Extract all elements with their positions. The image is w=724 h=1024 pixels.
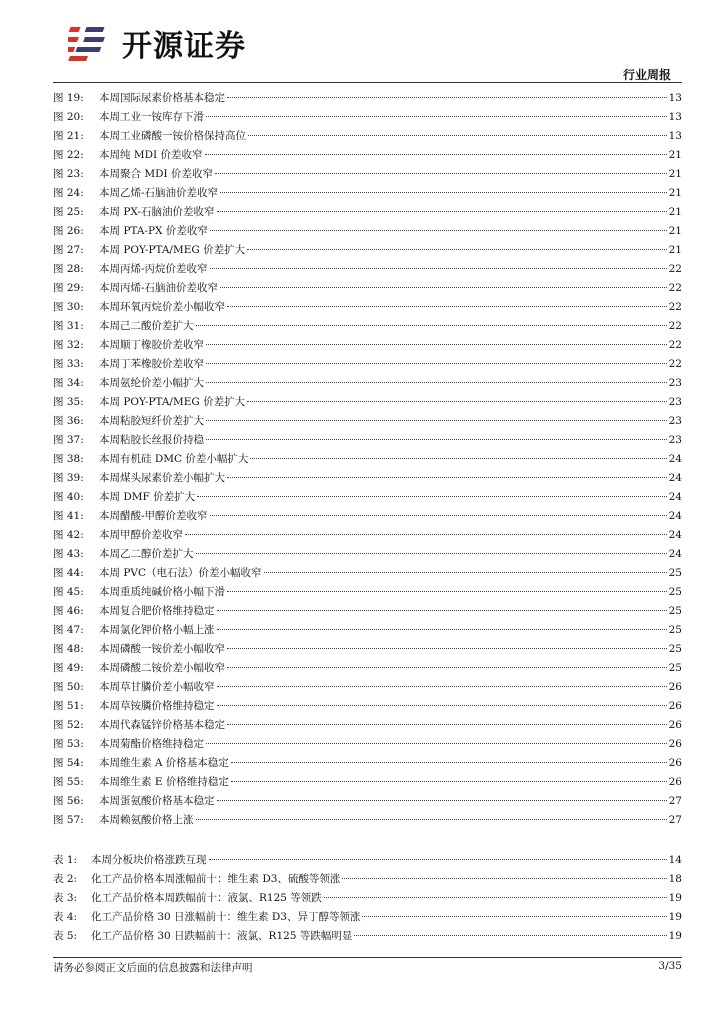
figure-entry[interactable] <box>53 203 682 222</box>
figure-entry-label: 图 55: <box>53 776 84 788</box>
figure-entry-title: 本周菊酯价格维持稳定 <box>99 738 204 750</box>
table-entry[interactable] <box>53 908 682 927</box>
figure-entry-label: 图 54: <box>53 757 84 769</box>
table-entry-title: 化工产品价格本周涨幅前十：维生素 D3、硫酸等领涨 <box>91 873 341 885</box>
figure-entry-label: 图 27: <box>53 244 84 256</box>
figure-entry[interactable] <box>53 488 682 507</box>
leader-dots <box>264 572 667 573</box>
figure-entry-title: 本周草甘膦价差小幅收窄 <box>99 681 215 693</box>
figure-entry-page: 25 <box>668 624 682 636</box>
figure-entry-title: 本周粘胶短纤价差扩大 <box>99 415 204 427</box>
table-entry-label: 表 3: <box>53 892 78 904</box>
figure-entry-label: 图 40: <box>53 491 84 503</box>
figure-entry-label: 图 24: <box>53 187 84 199</box>
figure-entry-label: 图 25: <box>53 206 84 218</box>
figure-entry-title: 本周工业磷酸一铵价格保持高位 <box>99 130 246 142</box>
table-entry[interactable] <box>53 851 682 870</box>
figure-entry[interactable] <box>53 811 682 830</box>
figure-entry-page: 21 <box>668 149 682 161</box>
figure-entry-title: 本周甲醇价差收窄 <box>99 529 183 541</box>
figure-entry[interactable] <box>53 678 682 697</box>
figure-entry-title: 本周国际尿素价格基本稳定 <box>99 92 225 104</box>
figure-entry-page: 25 <box>668 643 682 655</box>
figure-entry-page: 26 <box>668 738 682 750</box>
leader-dots <box>217 610 667 611</box>
figure-entry-label: 图 43: <box>53 548 84 560</box>
figure-entry-label: 图 28: <box>53 263 84 275</box>
leader-dots <box>210 230 667 231</box>
figure-entry-title: 本周磷酸一铵价差小幅收窄 <box>99 643 225 655</box>
page-number: 3/35 <box>658 960 682 972</box>
leader-dots <box>217 686 667 687</box>
figure-entry-page: 23 <box>668 377 682 389</box>
figure-entry[interactable] <box>53 108 682 127</box>
figure-entry-page: 22 <box>668 282 682 294</box>
leader-dots <box>247 401 667 402</box>
leader-dots <box>227 591 667 592</box>
figure-entry[interactable] <box>53 89 682 108</box>
leader-dots <box>250 458 666 459</box>
leader-dots <box>247 249 667 250</box>
figure-entry[interactable] <box>53 222 682 241</box>
figure-entry-page: 21 <box>668 168 682 180</box>
figure-entry-label: 图 51: <box>53 700 84 712</box>
figure-entry-label: 图 56: <box>53 795 84 807</box>
logo-mark-icon <box>68 23 114 63</box>
figure-entry[interactable] <box>53 564 682 583</box>
table-entry-page: 18 <box>668 873 682 885</box>
figure-entry-label: 图 33: <box>53 358 84 370</box>
leader-dots <box>342 878 666 879</box>
figure-entry-title: 本周丙烯-丙烷价差收窄 <box>99 263 208 275</box>
figure-entry[interactable] <box>53 241 682 260</box>
leader-dots <box>227 724 667 725</box>
figure-entry-page: 22 <box>668 358 682 370</box>
figure-entry[interactable] <box>53 393 682 412</box>
company-logo <box>68 22 246 64</box>
figure-entry-label: 图 20: <box>53 111 84 123</box>
figure-entry-title: 本周重质纯碱价格小幅下滑 <box>99 586 225 598</box>
figure-entry-title: 本周 PTA-PX 价差收窄 <box>99 225 208 237</box>
leader-dots <box>231 762 667 763</box>
figure-entry[interactable] <box>53 735 682 754</box>
figure-entry[interactable] <box>53 754 682 773</box>
leader-dots <box>362 916 666 917</box>
leader-dots <box>206 439 667 440</box>
figure-entry-page: 24 <box>668 491 682 503</box>
table-entry-label: 表 2: <box>53 873 78 885</box>
leader-dots <box>227 667 667 668</box>
figure-entry-title: 本周维生素 A 价格基本稳定 <box>99 757 229 769</box>
figure-entry-title: 本周蛋氨酸价格基本稳定 <box>99 795 215 807</box>
leader-dots <box>196 553 667 554</box>
figure-entry-label: 图 26: <box>53 225 84 237</box>
figure-entry-title: 本周纯 MDI 价差收窄 <box>99 149 203 161</box>
leader-dots <box>227 648 667 649</box>
footer-divider <box>53 957 682 958</box>
leader-dots <box>185 534 667 535</box>
leader-dots <box>227 97 667 98</box>
figure-index-list <box>53 89 682 830</box>
figure-entry-page: 25 <box>668 605 682 617</box>
figure-entry-page: 13 <box>668 111 682 123</box>
figure-entry[interactable] <box>53 165 682 184</box>
figure-entry-label: 图 37: <box>53 434 84 446</box>
figure-entry-page: 22 <box>668 320 682 332</box>
leader-dots <box>248 135 667 136</box>
leader-dots <box>206 116 667 117</box>
figure-entry-label: 图 48: <box>53 643 84 655</box>
figure-entry[interactable] <box>53 507 682 526</box>
figure-entry-page: 23 <box>668 396 682 408</box>
figure-entry-page: 26 <box>668 776 682 788</box>
figure-entry-label: 图 21: <box>53 130 84 142</box>
table-entry-label: 表 1: <box>53 854 78 866</box>
figure-entry-label: 图 29: <box>53 282 84 294</box>
figure-entry-page: 21 <box>668 244 682 256</box>
figure-entry-page: 26 <box>668 757 682 769</box>
leader-dots <box>209 859 667 860</box>
figure-entry-title: 本周草铵膦价格维持稳定 <box>99 700 215 712</box>
figure-entry-title: 本周顺丁橡胶价差收窄 <box>99 339 204 351</box>
figure-entry[interactable] <box>53 431 682 450</box>
figure-entry[interactable] <box>53 355 682 374</box>
figure-entry-title: 本周 POY-PTA/MEG 价差扩大 <box>99 244 246 256</box>
figure-entry-label: 图 30: <box>53 301 84 313</box>
leader-dots <box>205 154 667 155</box>
leader-dots <box>227 477 667 478</box>
figure-entry-page: 25 <box>668 567 682 579</box>
figure-entry[interactable] <box>53 336 682 355</box>
figure-entry-page: 27 <box>668 795 682 807</box>
figure-entry-label: 图 38: <box>53 453 84 465</box>
figure-entry[interactable] <box>53 526 682 545</box>
table-entry-label: 表 5: <box>53 930 78 942</box>
leader-dots <box>220 192 667 193</box>
leader-dots <box>206 344 667 345</box>
figure-entry-page: 24 <box>668 472 682 484</box>
leader-dots <box>217 800 667 801</box>
figure-entry-title: 本周己二酸价差扩大 <box>99 320 194 332</box>
figure-entry-page: 13 <box>668 92 682 104</box>
figure-entry[interactable] <box>53 583 682 602</box>
figure-entry-title: 本周粘胶长丝报价持稳 <box>99 434 204 446</box>
figure-entry-title: 本周丙烯-石脑油价差收窄 <box>99 282 219 294</box>
leader-dots <box>210 268 667 269</box>
figure-entry[interactable] <box>53 469 682 488</box>
footer-disclaimer: 请务必参阅正文后面的信息披露和法律声明 <box>53 962 253 974</box>
leader-dots <box>217 705 667 706</box>
figure-entry-page: 25 <box>668 662 682 674</box>
figure-entry-page: 21 <box>668 187 682 199</box>
header-divider <box>53 82 682 83</box>
figure-entry-title: 本周乙二醇价差扩大 <box>99 548 194 560</box>
figure-entry-page: 25 <box>668 586 682 598</box>
table-entry-title: 本周分板块价格涨跌互现 <box>91 854 207 866</box>
figure-entry[interactable] <box>53 298 682 317</box>
table-entry-title: 化工产品价格 30 日跌幅前十：液氯、R125 等跌幅明显 <box>91 930 353 942</box>
figure-entry-page: 24 <box>668 529 682 541</box>
table-entry-page: 19 <box>668 911 682 923</box>
figure-entry[interactable] <box>53 450 682 469</box>
leader-dots <box>197 496 666 497</box>
figure-entry-label: 图 50: <box>53 681 84 693</box>
table-entry-page: 19 <box>668 892 682 904</box>
figure-entry[interactable] <box>53 146 682 165</box>
table-entry[interactable] <box>53 870 682 889</box>
figure-entry-title: 本周氯化钾价格小幅上涨 <box>99 624 215 636</box>
figure-entry-title: 本周有机硅 DMC 价差小幅扩大 <box>99 453 249 465</box>
leader-dots <box>354 935 666 936</box>
figure-entry-label: 图 35: <box>53 396 84 408</box>
leader-dots <box>206 363 667 364</box>
figure-entry-title: 本周煤头尿素价差小幅扩大 <box>99 472 225 484</box>
figure-entry-title: 本周醋酸-甲醇价差收窄 <box>99 510 208 522</box>
leader-dots <box>324 897 667 898</box>
leader-dots <box>206 743 667 744</box>
leader-dots <box>227 306 667 307</box>
figure-entry-page: 24 <box>668 453 682 465</box>
table-entry[interactable] <box>53 927 682 946</box>
leader-dots <box>217 211 667 212</box>
figure-entry-page: 26 <box>668 681 682 693</box>
figure-entry-title: 本周维生素 E 价格维持稳定 <box>99 776 229 788</box>
leader-dots <box>217 629 667 630</box>
figure-entry-label: 图 45: <box>53 586 84 598</box>
figure-entry-page: 27 <box>668 814 682 826</box>
figure-entry-label: 图 39: <box>53 472 84 484</box>
figure-entry[interactable] <box>53 545 682 564</box>
leader-dots <box>220 287 667 288</box>
figure-entry-label: 图 53: <box>53 738 84 750</box>
figure-entry-page: 26 <box>668 700 682 712</box>
figure-entry[interactable] <box>53 184 682 203</box>
figure-entry[interactable] <box>53 279 682 298</box>
table-entry-page: 19 <box>668 930 682 942</box>
figure-entry-title: 本周磷酸二铵价差小幅收窄 <box>99 662 225 674</box>
figure-entry[interactable] <box>53 127 682 146</box>
figure-entry-page: 26 <box>668 719 682 731</box>
figure-entry[interactable] <box>53 716 682 735</box>
figure-entry-page: 22 <box>668 263 682 275</box>
figure-entry[interactable] <box>53 773 682 792</box>
report-type-label: 行业周报 <box>622 68 671 82</box>
figure-entry-title: 本周环氧丙烷价差小幅收窄 <box>99 301 225 313</box>
table-entry-label: 表 4: <box>53 911 78 923</box>
figure-entry-title: 本周乙烯-石脑油价差收窄 <box>99 187 219 199</box>
figure-entry-label: 图 47: <box>53 624 84 636</box>
figure-entry[interactable] <box>53 621 682 640</box>
figure-entry[interactable] <box>53 659 682 678</box>
figure-entry[interactable] <box>53 317 682 336</box>
figure-entry-page: 13 <box>668 130 682 142</box>
figure-entry-page: 22 <box>668 301 682 313</box>
table-entry-title: 化工产品价格 30 日涨幅前十：维生素 D3、异丁醇等领涨 <box>91 911 361 923</box>
figure-entry-title: 本周聚合 MDI 价差收窄 <box>99 168 213 180</box>
figure-entry[interactable] <box>53 260 682 279</box>
figure-entry-label: 图 57: <box>53 814 84 826</box>
figure-entry-page: 21 <box>668 225 682 237</box>
figure-entry-label: 图 19: <box>53 92 84 104</box>
figure-entry-label: 图 31: <box>53 320 84 332</box>
leader-dots <box>215 173 667 174</box>
figure-entry-title: 本周丁苯橡胶价差收窄 <box>99 358 204 370</box>
figure-entry-label: 图 23: <box>53 168 84 180</box>
figure-entry-title: 本周赖氨酸价格上涨 <box>99 814 194 826</box>
figure-entry[interactable] <box>53 602 682 621</box>
figure-entry-title: 本周 POY-PTA/MEG 价差扩大 <box>99 396 246 408</box>
figure-entry-title: 本周复合肥价格维持稳定 <box>99 605 215 617</box>
figure-entry-label: 图 42: <box>53 529 84 541</box>
figure-entry-label: 图 22: <box>53 149 84 161</box>
table-entry-page: 14 <box>668 854 682 866</box>
leader-dots <box>196 325 667 326</box>
table-entry-title: 化工产品价格本周跌幅前十：液氯、R125 等领跌 <box>91 892 322 904</box>
figure-entry[interactable] <box>53 374 682 393</box>
table-entry[interactable] <box>53 889 682 908</box>
figure-entry-title: 本周 DMF 价差扩大 <box>99 491 196 503</box>
figure-entry-label: 图 41: <box>53 510 84 522</box>
figure-entry-title: 本周 PX-石脑油价差收窄 <box>99 206 215 218</box>
figure-entry[interactable] <box>53 412 682 431</box>
table-index-list <box>53 851 682 946</box>
figure-entry[interactable] <box>53 640 682 659</box>
figure-entry-page: 23 <box>668 434 682 446</box>
figure-entry-title: 本周代森锰锌价格基本稳定 <box>99 719 225 731</box>
figure-entry-label: 图 46: <box>53 605 84 617</box>
leader-dots <box>206 420 667 421</box>
figure-entry-page: 24 <box>668 548 682 560</box>
figure-entry-page: 21 <box>668 206 682 218</box>
logo-text: 开源证券 <box>122 29 246 64</box>
figure-entry-label: 图 49: <box>53 662 84 674</box>
figure-entry-page: 23 <box>668 415 682 427</box>
figure-entry-label: 图 32: <box>53 339 84 351</box>
leader-dots <box>231 781 667 782</box>
leader-dots <box>196 819 667 820</box>
leader-dots <box>210 515 667 516</box>
figure-entry-page: 24 <box>668 510 682 522</box>
leader-dots <box>206 382 667 383</box>
figure-entry-title: 本周 PVC（电石法）价差小幅收窄 <box>99 567 262 579</box>
figure-entry-title: 本周氨纶价差小幅扩大 <box>99 377 204 389</box>
figure-entry-title: 本周工业一铵库存下滑 <box>99 111 204 123</box>
figure-entry-label: 图 52: <box>53 719 84 731</box>
figure-entry-label: 图 34: <box>53 377 84 389</box>
figure-entry[interactable] <box>53 792 682 811</box>
figure-entry-label: 图 36: <box>53 415 84 427</box>
figure-entry[interactable] <box>53 697 682 716</box>
figure-entry-label: 图 44: <box>53 567 84 579</box>
figure-entry-page: 22 <box>668 339 682 351</box>
